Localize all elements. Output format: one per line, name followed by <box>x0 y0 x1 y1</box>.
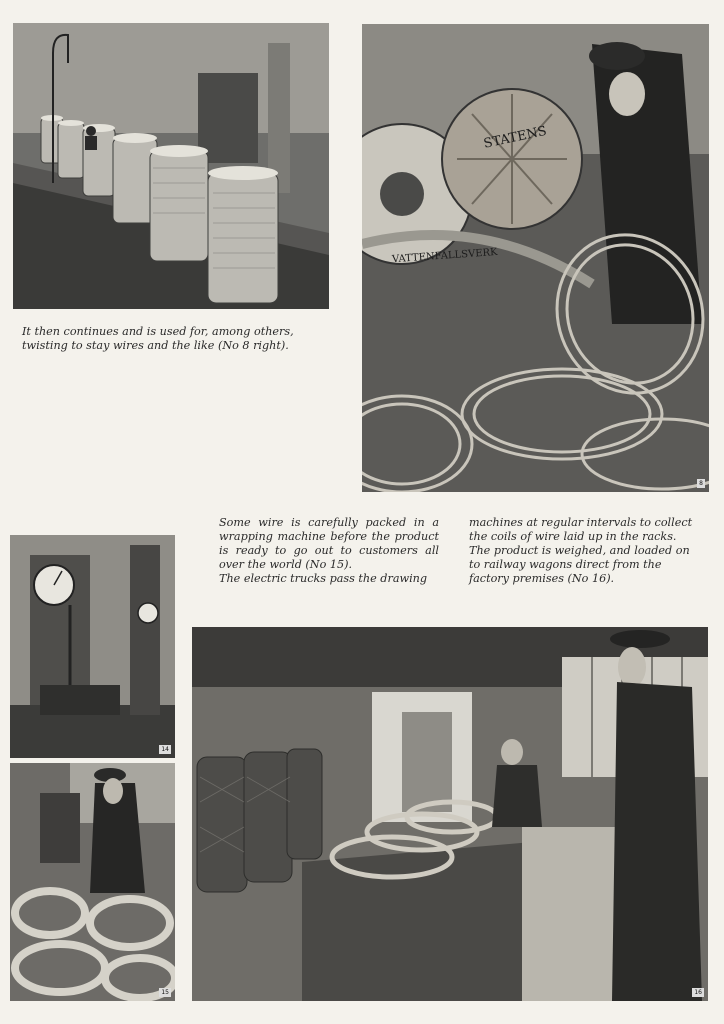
photo-weighing-scales <box>10 535 175 758</box>
photo-number: 8 <box>699 480 703 487</box>
caption-electric-trucks: machines at regular intervals to collect the coils of wire laid up in the racks. The product is weighed, and loaded on to railway wagons direct from the factory premises (No 16). <box>469 516 693 585</box>
photo-number: 16 <box>694 989 702 996</box>
factory-truck-illustration <box>192 627 708 1001</box>
caption-stay-wires: It then continues and is used for, among others, twisting to stay wires and the like (No 8 right). <box>22 325 294 352</box>
photo-man-coils-drums <box>362 24 709 492</box>
photo-number: 15 <box>161 989 169 996</box>
photo-factory-truck <box>192 627 708 1001</box>
scales-illustration <box>10 535 175 758</box>
photo-wire-spools-bench <box>13 23 329 309</box>
photo-worker-coils <box>10 763 175 1001</box>
caption-wrapping-machine: Some wire is carefully packed in a wrapping machine before the product is ready to go out to customers all over the world (No 15). The electric trucks pass the drawing <box>219 516 439 585</box>
drum-lettering-lower: VATTENFALLSVERK <box>391 246 498 266</box>
wire-spools-illustration <box>13 23 329 309</box>
drum-lettering: STATENS <box>482 123 549 152</box>
coils-drums-illustration <box>362 24 709 492</box>
photo-number: 14 <box>161 746 169 753</box>
worker-coils-illustration <box>10 763 175 1001</box>
